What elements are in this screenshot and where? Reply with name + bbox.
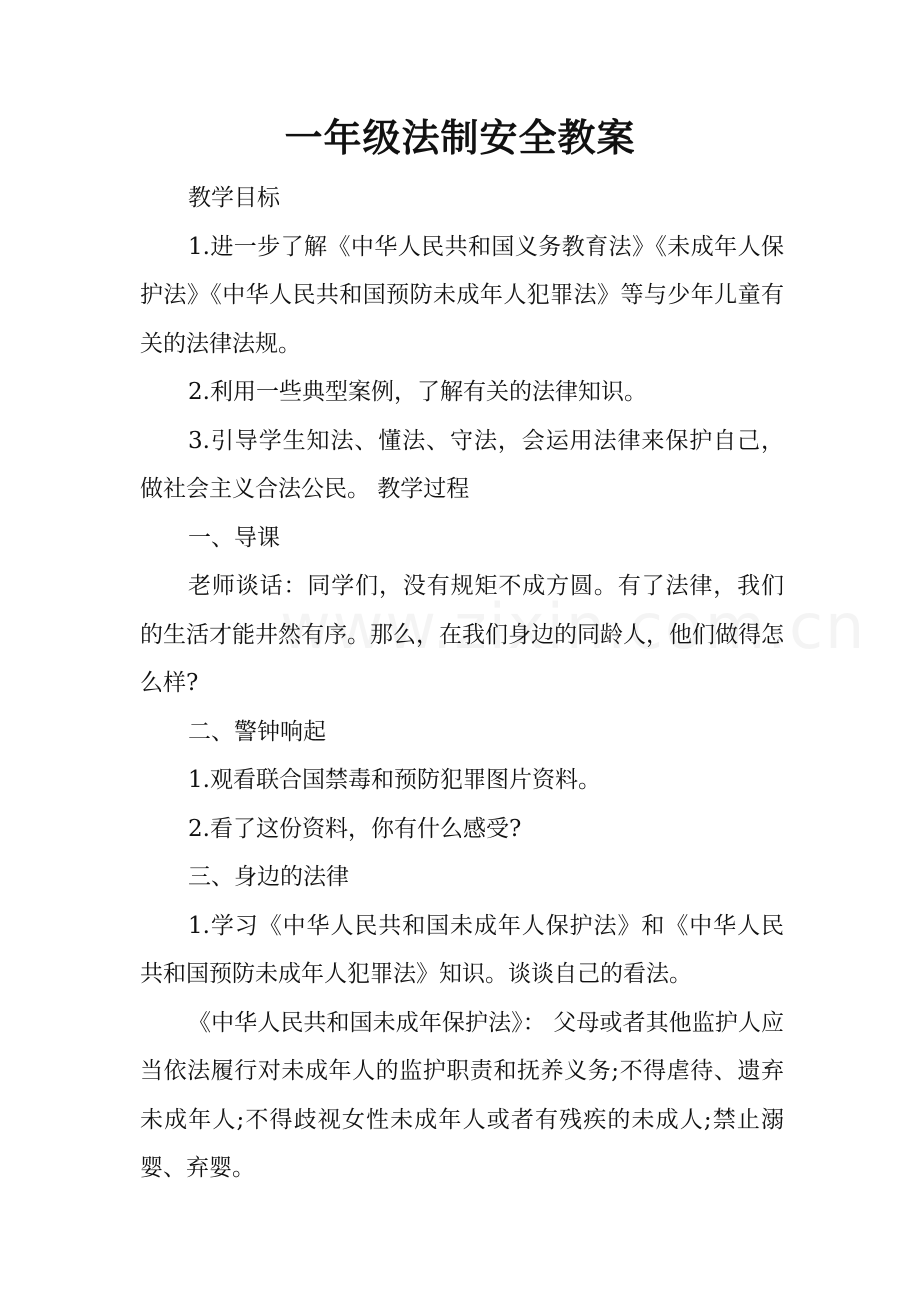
paragraph-teaching-goals-heading: 教学目标 [188, 185, 280, 211]
paragraph-section-2-heading: 二、警钟响起 [188, 718, 326, 745]
paragraph-section-1-heading: 一、导课 [188, 524, 280, 551]
document-title: 一年级法制安全教案 [284, 115, 636, 160]
paragraph-section-3-item-1: 1.学习《中华人民共和国未成年人保护法》和《中华人民共和国预防未成年人犯罪法》知识。谈谈自己的看法。 [140, 912, 784, 987]
paragraph-goal-3: 3.引导学生知法、懂法、守法，会运用法律来保护自己，做社会主义合法公民。 教学过程 [140, 427, 784, 502]
paragraph-teacher-talk: 老师谈话：同学们，没有规矩不成方圆。有了法律，我们的生活才能井然有序。那么，在我们身边的同龄人，他们做得怎么样? [140, 573, 784, 696]
paragraph-goal-2: 2.利用一些典型案例，了解有关的法律知识。 [188, 379, 647, 405]
document-body [140, 174, 784, 1193]
paragraph-law-excerpt: 《中华人民共和国未成年保护法》： 父母或者其他监护人应当依法履行对未成年人的监护职责和抚养义务;不得虐待、遗弃未成年人;不得歧视女性未成年人或者有残疾的未成人;禁止溺婴、弃婴。 [140, 1009, 784, 1181]
paragraph-section-2-item-1: 1.观看联合国禁毒和预防犯罪图片资料。 [188, 767, 601, 793]
paragraph-goal-1: 1.进一步了解《中华人民共和国义务教育法》《未成年人保护法》《中华人民共和国预防未成年人犯罪法》等与少年儿童有关的法律法规。 [140, 233, 784, 357]
paragraph-section-2-item-2: 2.看了这份资料，你有什么感受? [188, 815, 522, 842]
paragraph-section-3-heading: 三、身边的法律 [188, 864, 349, 890]
